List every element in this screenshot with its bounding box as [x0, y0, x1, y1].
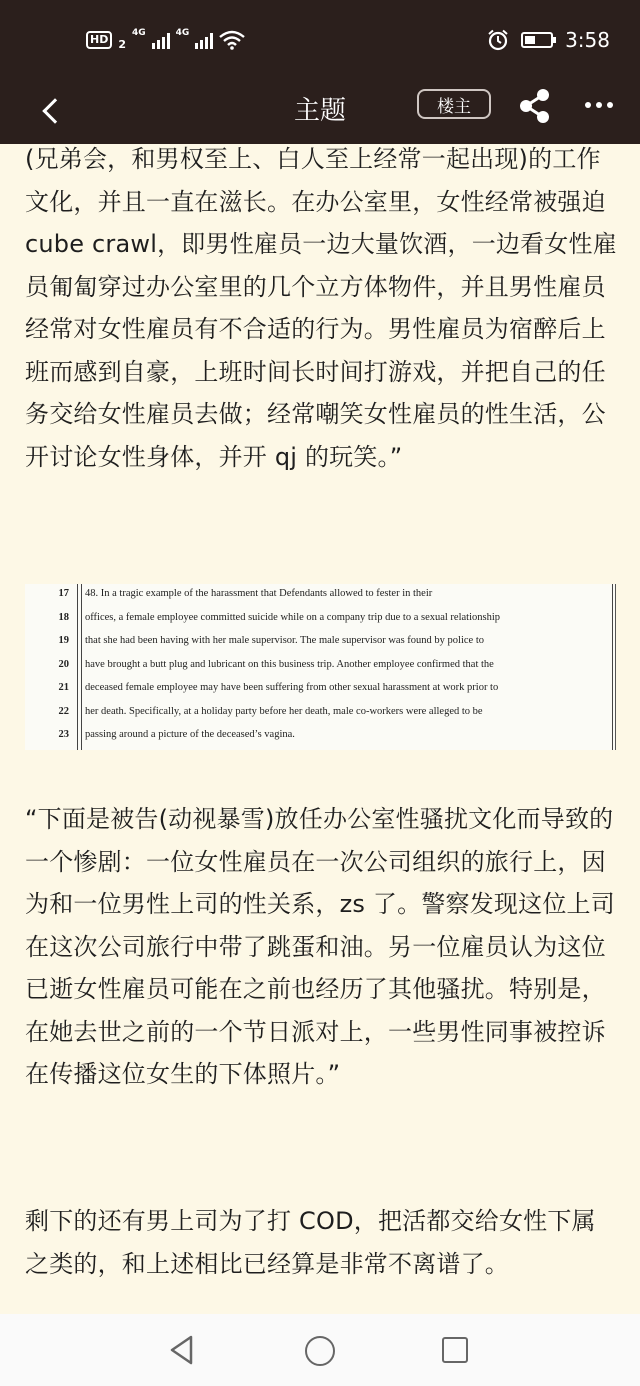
document-line-number: 17 — [58, 588, 69, 599]
document-line — [25, 631, 616, 655]
system-navigation-bar — [0, 1314, 640, 1386]
alarm-icon — [487, 29, 509, 51]
share-icon — [514, 86, 558, 126]
more-button[interactable] — [574, 90, 624, 120]
system-back-button[interactable] — [164, 1332, 200, 1368]
dot — [596, 102, 602, 108]
document-line-text: that she had been having with her male supervisor. The male supervisor was found by police to — [85, 635, 484, 646]
post-paragraph-2: “下面是被告(动视暴雪)放任办公室性骚扰文化而导致的一个惨剧：一位女性雇员在一次公司组织的旅行上，因为和一位男性上司的性关系，zs 了。警察发现这位上司在这次公司旅行中带了跳蛋和油。另一位雇员认为这位已逝女性雇员可能在之前也经历了其他骚扰。特别是，在她去世之前的一个节日派对上，一些男性同事被控诉在传播这位女生的下体照片。” — [25, 805, 615, 1088]
document-line-text: passing around a picture of the deceased’s vagina. — [85, 729, 295, 740]
signal-group — [86, 28, 245, 52]
wifi-icon — [219, 30, 245, 50]
dot — [607, 102, 613, 108]
post-paragraph-1: (兄弟会，和男权至上、白人至上经常一起出现)的工作文化，并且一直在滋长。在办公室里，女性经常被强迫 cube crawl，即男性雇员一边大量饮酒，一边看女性雇员匍匐穿过办公室里的几个立方体物件，并且男性雇员经常对女性雇员有不合适的行为。男性雇员为宿醉后上班而感到自豪，上班时间长时间打游戏，并把自己的任务交给女性雇员去做；经常嘲笑女性雇员的性生活，公开讨论女性身体，并开 qj 的玩笑。” — [25, 145, 617, 471]
document-line-text: her death. Specifically, at a holiday party before her death, male co-workers were alleged to be — [85, 705, 483, 717]
document-line-text: deceased female employee may have been suffering from other sexual harassment at work prior to — [85, 682, 499, 693]
document-line — [25, 702, 616, 726]
document-line-number: 18 — [58, 611, 69, 623]
document-line-number: 23 — [58, 729, 69, 740]
system-home-button[interactable] — [305, 1336, 335, 1366]
document-line — [25, 584, 616, 608]
document-line-text: 48. In a tragic example of the harassment that Defendants allowed to fester in their — [85, 588, 433, 599]
battery-level — [525, 36, 535, 44]
signal-bars-icon — [195, 31, 213, 49]
document-line — [25, 655, 616, 679]
status-right-group — [487, 26, 610, 54]
status-bar — [0, 0, 640, 78]
share-button[interactable] — [514, 86, 558, 126]
dot — [585, 102, 591, 108]
network-type-1: 4G — [132, 28, 146, 38]
document-line — [25, 678, 616, 702]
status-time: 3:58 — [565, 28, 610, 52]
network-type-2: 4G — [175, 28, 190, 38]
system-recent-apps-button[interactable] — [442, 1337, 468, 1363]
document-line-text: have brought a butt plug and lubricant on this business trip. Another employee confirmed that the — [85, 658, 494, 670]
document-line — [25, 608, 616, 632]
court-document-image[interactable] — [25, 584, 616, 750]
owner-only-button[interactable]: 楼主 — [417, 89, 491, 119]
document-line-text: offices, a female employee committed suicide while on a company trip due to a sexual relationship — [85, 611, 501, 623]
battery-icon — [521, 32, 553, 48]
hd-badge: HD — [86, 31, 112, 49]
post-paragraph-3: 剩下的还有男上司为了打 COD，把活都交给女性下属之类的，和上述相比已经算是非常不离谱了。 — [25, 1207, 596, 1278]
top-nav-bar — [0, 78, 640, 144]
hd-sub-label: 2 — [118, 37, 126, 51]
document-line-number: 21 — [58, 682, 69, 693]
triangle-back-icon — [164, 1332, 200, 1368]
signal-bars-icon — [152, 31, 170, 49]
document-line — [25, 725, 616, 749]
document-line-number: 19 — [58, 635, 69, 646]
document-line-number: 20 — [58, 658, 69, 670]
page-title: 主题 — [293, 96, 346, 126]
post-content[interactable] — [0, 144, 640, 1314]
document-line-number: 22 — [58, 705, 69, 717]
